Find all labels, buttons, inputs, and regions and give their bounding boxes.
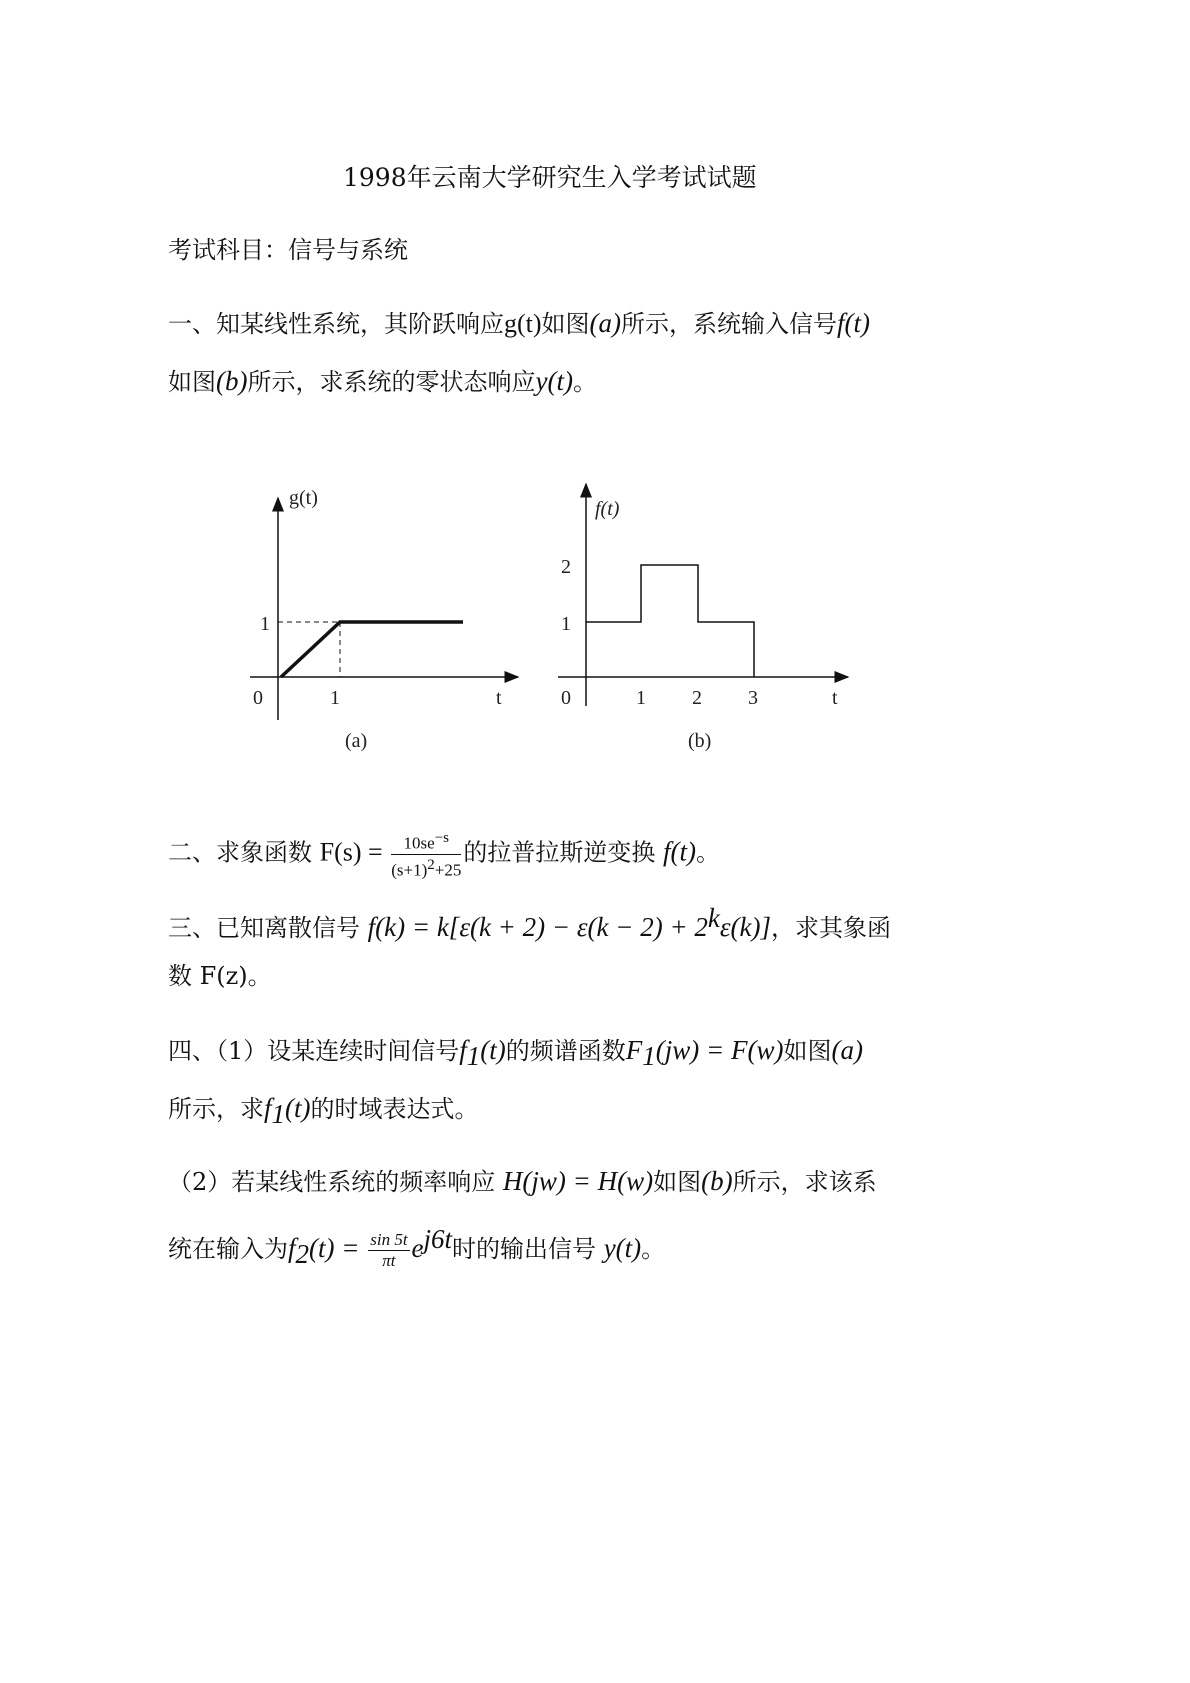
math: f bbox=[264, 1093, 272, 1123]
figure-b bbox=[550, 480, 860, 770]
math: f(t) bbox=[662, 836, 696, 867]
text: （2）若某线性系统的频率响应 bbox=[168, 1168, 503, 1196]
text: 一、知某线性系统，其阶跃响应 bbox=[168, 310, 504, 338]
question-4-line-1 bbox=[168, 1033, 863, 1073]
math: y(t) bbox=[603, 1233, 642, 1263]
math: f(t) bbox=[837, 308, 871, 338]
numerator: 10se bbox=[403, 833, 435, 853]
subscript: 1 bbox=[642, 1040, 656, 1071]
math: (b) bbox=[216, 366, 248, 396]
y-tick: 2 bbox=[561, 556, 571, 578]
text: 的拉普拉斯逆变换 bbox=[463, 838, 663, 867]
text: 的时域表达式。 bbox=[310, 1095, 479, 1123]
text: 如图 bbox=[541, 310, 590, 338]
text: 二、求象函数 bbox=[168, 838, 320, 867]
y-tick: 1 bbox=[260, 613, 270, 635]
input-signal-curve bbox=[586, 565, 754, 677]
text: ，求其象函 bbox=[771, 914, 892, 942]
question-4-line-4 bbox=[168, 1222, 665, 1271]
caption: (b) bbox=[688, 730, 712, 752]
x-tick: 2 bbox=[692, 687, 702, 709]
text: 三、已知离散信号 bbox=[168, 914, 368, 942]
fraction bbox=[391, 828, 461, 880]
math: (t) bbox=[285, 1093, 311, 1123]
figure-a bbox=[240, 480, 540, 770]
exponent: k bbox=[707, 903, 720, 933]
math: (jw) = F(w) bbox=[655, 1035, 784, 1065]
math: g(t) bbox=[504, 309, 542, 338]
question-1-line-1 bbox=[168, 306, 870, 341]
exponent: −s bbox=[434, 830, 449, 846]
math: y(t) bbox=[535, 366, 573, 396]
y-label: f(t) bbox=[595, 498, 620, 520]
exam-subject: 考试科目：信号与系统 bbox=[168, 236, 408, 264]
math: (t) = bbox=[309, 1233, 367, 1263]
text: 如图 bbox=[653, 1168, 702, 1196]
math: f(k) = k[ε(k + 2) − ε(k − 2) + 2 bbox=[367, 912, 708, 942]
fraction bbox=[368, 1230, 409, 1271]
origin-label: 0 bbox=[561, 687, 571, 709]
math: (t) bbox=[480, 1035, 506, 1065]
math: F(s) = bbox=[319, 837, 390, 867]
x-tick: 1 bbox=[636, 687, 646, 709]
text: 时的输出信号 bbox=[452, 1235, 604, 1263]
question-2 bbox=[168, 828, 720, 880]
caption: (a) bbox=[345, 730, 368, 752]
text: 。 bbox=[695, 838, 720, 867]
math: (b) bbox=[701, 1166, 733, 1196]
numerator: sin 5t bbox=[370, 1230, 408, 1249]
text: 所示，求 bbox=[168, 1095, 264, 1123]
math: F bbox=[625, 1035, 643, 1065]
question-4-line-3 bbox=[168, 1164, 877, 1199]
question-3-line-2: 数 F(z)。 bbox=[168, 962, 272, 990]
y-label: g(t) bbox=[289, 487, 318, 509]
x-tick: 1 bbox=[330, 687, 340, 709]
subscript: 2 bbox=[295, 1238, 310, 1269]
step-response-curve bbox=[281, 622, 463, 677]
text: 。 bbox=[641, 1235, 666, 1263]
math: f bbox=[288, 1233, 296, 1263]
question-4-line-2 bbox=[168, 1091, 479, 1131]
denominator: πt bbox=[382, 1251, 396, 1270]
math: ε(k)] bbox=[719, 912, 772, 942]
text: 所示，求该系 bbox=[732, 1168, 877, 1196]
subscript: 1 bbox=[466, 1040, 481, 1071]
math: e bbox=[411, 1233, 424, 1263]
math: H(jw) = H(w) bbox=[502, 1166, 654, 1196]
x-label: t bbox=[832, 687, 838, 709]
question-3-line-1 bbox=[168, 901, 891, 945]
text: 。 bbox=[572, 368, 597, 396]
text: 所示，求系统的零状态响应 bbox=[247, 368, 536, 396]
denominator: (s+1) bbox=[391, 860, 428, 880]
text: 的频谱函数 bbox=[505, 1037, 626, 1065]
text: 所示，系统输入信号 bbox=[621, 310, 838, 338]
origin-label: 0 bbox=[253, 687, 263, 709]
x-label: t bbox=[496, 687, 502, 709]
math: f bbox=[459, 1035, 467, 1065]
text: 统在输入为 bbox=[168, 1235, 288, 1263]
math: (a) bbox=[589, 308, 622, 338]
denominator-tail: +25 bbox=[434, 860, 462, 880]
text: 如图 bbox=[783, 1037, 832, 1065]
question-1-line-2 bbox=[168, 364, 597, 399]
page-title: 1998年云南大学研究生入学考试试题 bbox=[343, 163, 757, 192]
math: (a) bbox=[831, 1035, 863, 1065]
y-tick: 1 bbox=[561, 613, 571, 635]
text: 四、（1）设某连续时间信号 bbox=[168, 1037, 460, 1065]
x-tick: 3 bbox=[748, 687, 758, 709]
exponent: 2 bbox=[427, 856, 435, 873]
exponent: j6t bbox=[423, 1224, 453, 1254]
subscript: 1 bbox=[271, 1098, 286, 1129]
text: 如图 bbox=[168, 368, 216, 396]
